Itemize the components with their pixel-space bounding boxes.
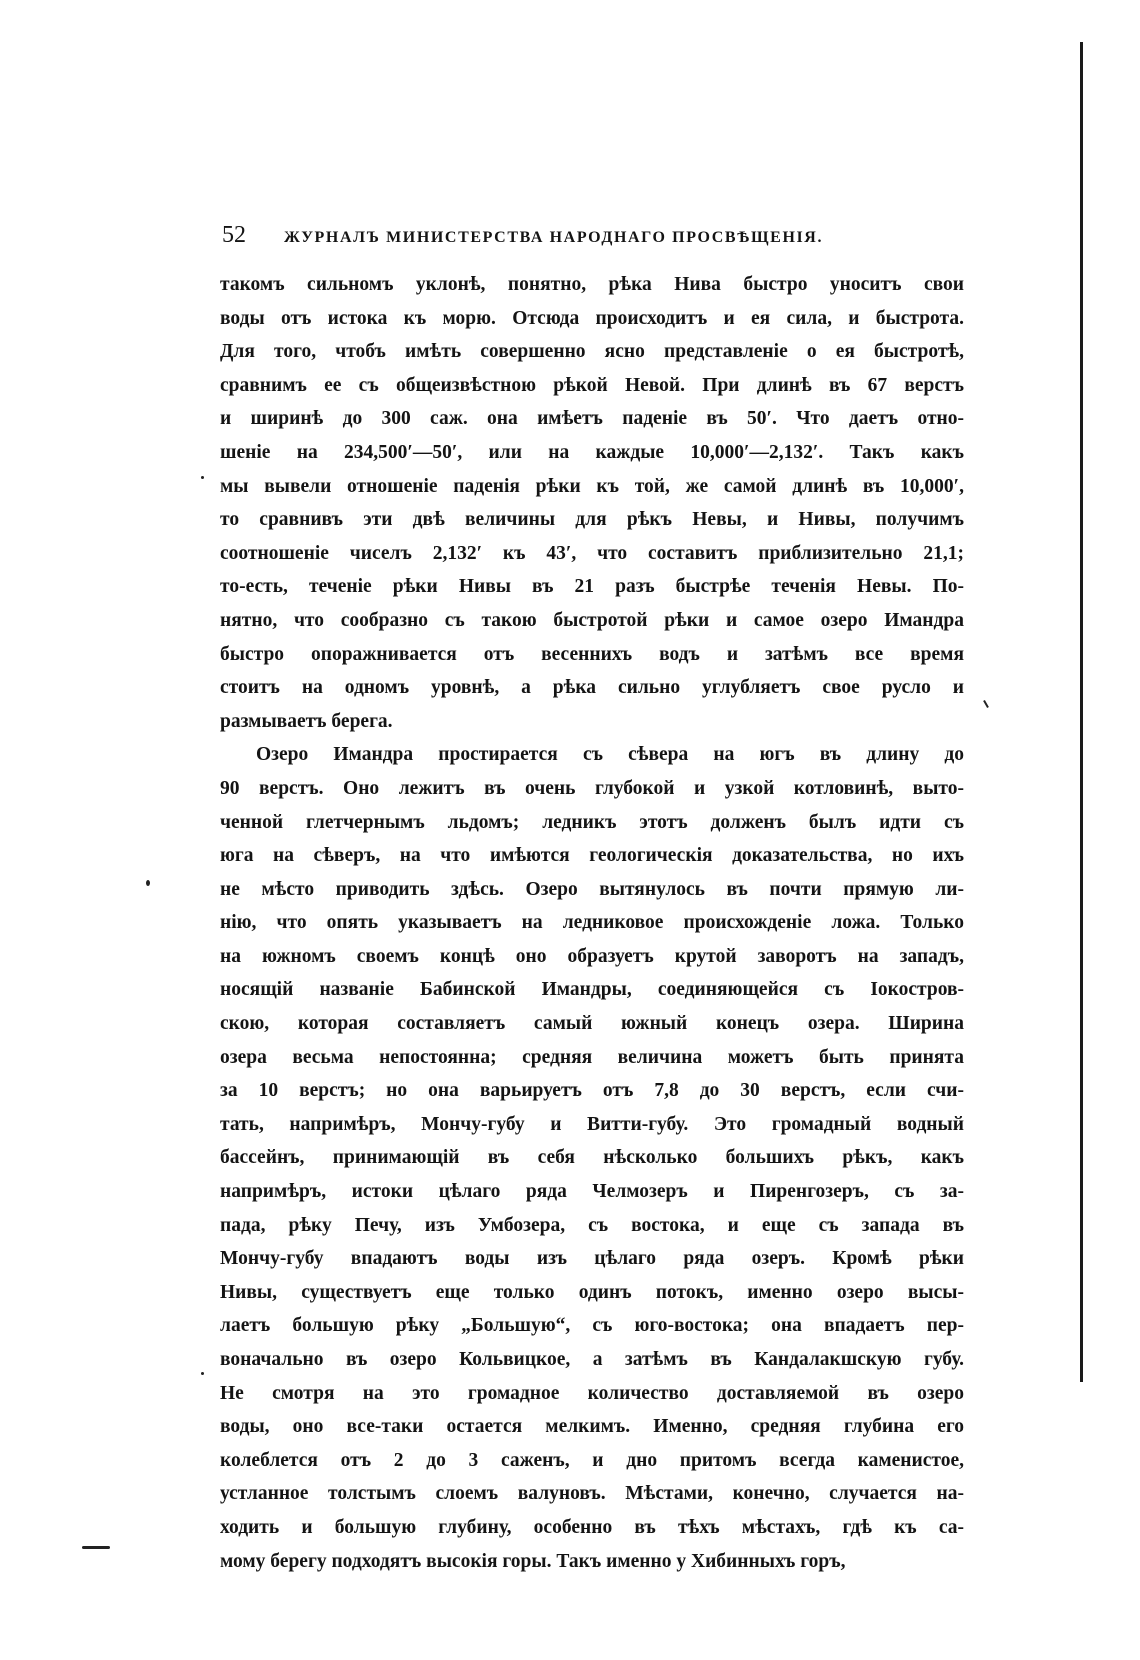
text-line: устланное толстымъ слоемъ валуновъ. Мѣстами, конечно, случается на-: [220, 1483, 964, 1505]
text-line: бассейнъ, принимающій въ себя нѣсколько большихъ рѣкъ, какъ: [220, 1147, 964, 1169]
text-line: стоитъ на одномъ уровнѣ, а рѣка сильно углубляетъ свое русло и: [220, 677, 964, 699]
text-line: размываетъ берега.: [220, 710, 393, 732]
paragraph: [220, 268, 964, 738]
text-line: тать, напримѣръ, Мончу-губу и Витти-губу. Это громадный водный: [220, 1113, 964, 1135]
text-line: 90 верстъ. Оно лежитъ въ очень глубокой и узкой котловинѣ, выто-: [220, 777, 964, 799]
page-edge-line: [1080, 42, 1083, 1382]
page-header: [222, 222, 964, 249]
text-line: сравнимъ ее съ общеизвѣстною рѣкой Невой. При длинѣ въ 67 верстъ: [220, 374, 964, 396]
text-line: воначально въ озеро Кольвицкое, а затѣмъ въ Кандалакшскую губу.: [220, 1349, 964, 1370]
text-line: пада, рѣку Печу, изъ Умбозера, съ востока, и еще съ запада въ: [220, 1214, 964, 1236]
text-line: ченной глетчернымъ льдомъ; ледникъ этотъ долженъ былъ идти съ: [220, 811, 964, 833]
text-line: юга на сѣверъ, на что имѣются геологическія доказательства, но ихъ: [220, 845, 964, 867]
text-line: воды, оно все-таки остается мелкимъ. Именно, средняя глубина его: [220, 1416, 964, 1438]
text-line: носящій названіе Бабинской Имандры, соединяющейся съ Іокостров-: [220, 979, 964, 1001]
margin-mark: [82, 1546, 110, 1549]
text-line: Нивы, существуетъ еще только одинъ потокъ, именно озеро высы-: [220, 1281, 964, 1303]
text-line: Для того, чтобъ имѣть совершенно ясно представленіе о ея быстротѣ,: [220, 341, 964, 363]
text-line: Озеро Имандра простирается съ сѣвера на югъ въ длину до: [256, 744, 964, 766]
text-line: Не смотря на это громадное количество доставляемой въ озеро: [220, 1382, 964, 1404]
text-line: лаетъ большую рѣку „Большую“, съ юго-востока; она впадаетъ пер-: [220, 1315, 964, 1337]
margin-mark: [201, 1372, 204, 1375]
text-line: воды отъ истока къ морю. Отсюда происходитъ и ея сила, и быстрота.: [220, 307, 964, 329]
text-line: не мѣсто приводить здѣсь. Озеро вытянулось въ почти прямую ли-: [220, 878, 964, 900]
margin-mark: [146, 880, 150, 886]
text-line: за 10 верстъ; но она варьируетъ отъ 7,8 до 30 верстъ, если счи-: [220, 1080, 964, 1102]
text-line: напримѣръ, истоки цѣлаго ряда Челмозеръ и Пиренгозеръ, съ за-: [220, 1181, 964, 1203]
text-line: быстро опоражнивается отъ весеннихъ водъ и затѣмъ все время: [220, 643, 964, 665]
text-line: нятно, что сообразно съ такою быстротой рѣки и самое озеро Имандра: [220, 609, 964, 631]
text-line: Мончу-губу впадаютъ воды изъ цѣлаго ряда озеръ. Кромѣ рѣки: [220, 1248, 964, 1270]
text-line: соотношеніе чиселъ 2,132′ къ 43′, что составитъ приблизительно 21,1;: [220, 542, 964, 564]
text-line: мому берегу подходятъ высокія горы. Такъ именно у Хибинныхъ горъ,: [220, 1550, 846, 1572]
body-text: [220, 268, 964, 1578]
text-line: и ширинѣ до 300 саж. она имѣетъ паденіе въ 50′. Что даетъ отно-: [220, 408, 964, 430]
text-line: на южномъ своемъ концѣ оно образуетъ крутой заворотъ на западъ,: [220, 945, 964, 967]
text-line: озера весьма непостоянна; средняя величина можетъ быть принята: [220, 1046, 964, 1068]
text-line: ходить и большую глубину, особенно въ тѣхъ мѣстахъ, гдѣ къ са-: [220, 1516, 964, 1538]
text-line: нію, что опять указываетъ на ледниковое происхожденіе ложа. Только: [220, 912, 964, 934]
paragraph: [220, 738, 964, 1578]
text-line: колеблется отъ 2 до 3 саженъ, и дно притомъ всегда каменистое,: [220, 1449, 964, 1471]
margin-mark: [201, 476, 204, 479]
text-line: такомъ сильномъ уклонѣ, понятно, рѣка Нива быстро уноситъ свои: [220, 274, 964, 295]
text-line: то-есть, теченіе рѣки Нивы въ 21 разъ быстрѣе теченія Невы. По-: [220, 576, 964, 598]
text-line: шеніе на 234,500′—50′, или на каждые 10,000′—2,132′. Такъ какъ: [220, 441, 964, 463]
running-head: ЖУРНАЛЪ МИНИСТЕРСТВА НАРОДНАГО ПРОСВѢЩЕНІЯ.: [284, 229, 824, 246]
text-line: то сравнивъ эти двѣ величины для рѣкъ Невы, и Нивы, получимъ: [220, 509, 964, 531]
margin-mark: [983, 700, 989, 708]
text-line: мы вывели отношеніе паденія рѣки къ той, же самой длинѣ въ 10,000′,: [220, 475, 964, 497]
text-line: скою, которая составляетъ самый южный конецъ озера. Ширина: [220, 1013, 964, 1035]
page-number: 52: [222, 222, 246, 248]
